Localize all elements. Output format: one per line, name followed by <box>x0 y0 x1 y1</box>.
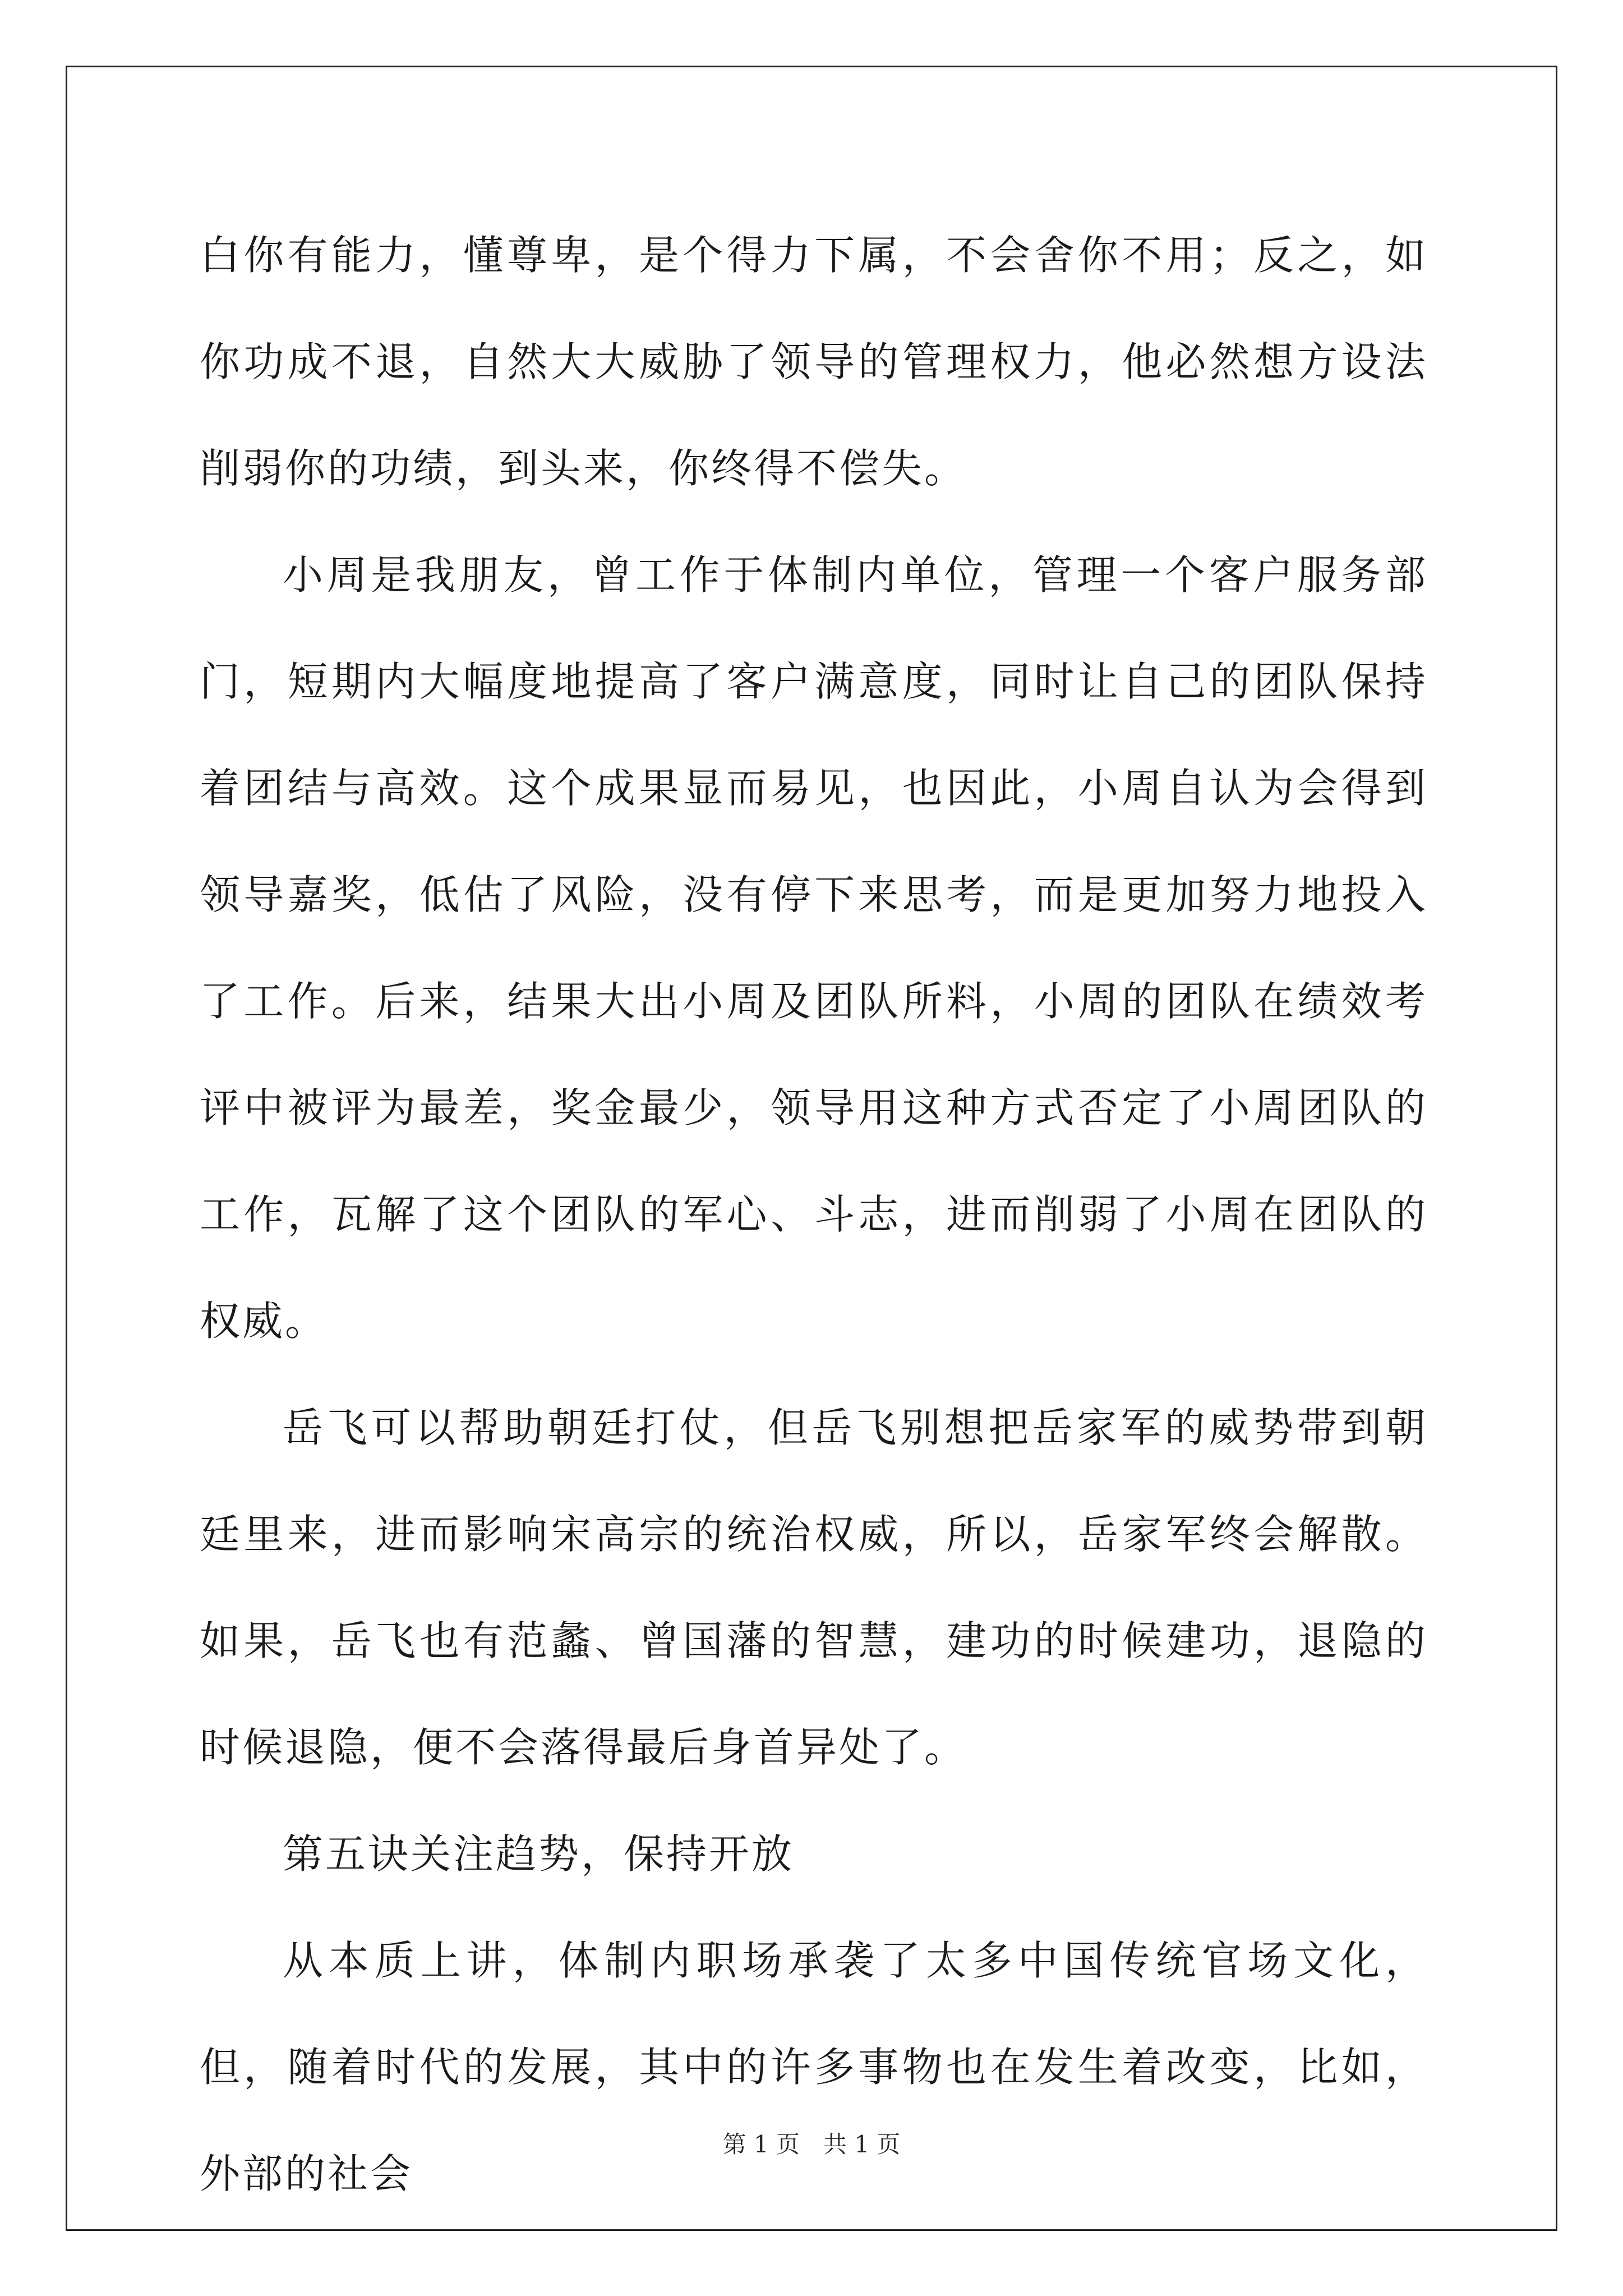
document-body <box>200 202 1428 2227</box>
paragraph-2: 小周是我朋友，曾工作于体制内单位，管理一个客户服务部门，短期内大幅度地提高了客户满意度，同时让自己的团队保持着团结与高效。这个成果显而易见，也因此，小周自认为会得到领导嘉奖，低估了风险，没有停下来思考，而是更加努力地投入了工作。后来，结果大出小周及团队所料，小周的团队在绩效考评中被评为最差，奖金最少，领导用这种方式否定了小周团队的工作，瓦解了这个团队的军心、斗志，进而削弱了小周在团队的权威。 <box>200 551 1428 1345</box>
paragraph-4: 从本质上讲，体制内职场承袭了太多中国传统官场文化，但，随着时代的发展，其中的许多事物也在发生着改变，比如，外部的社会 <box>200 1937 1428 2197</box>
paragraph-3: 岳飞可以帮助朝廷打仗，但岳飞别想把岳家军的威势带到朝廷里来，进而影响宋高宗的统治权威，所以，岳家军终会解散。如果，岳飞也有范蠡、曾国藩的智慧，建功的时候建功，退隐的时候退隐，便不会落得最后身首异处了。 <box>200 1404 1428 1771</box>
page-footer: 第 1 页 共 1 页 <box>722 2131 901 2158</box>
paragraph-1: 白你有能力，懂尊卑，是个得力下属，不会舍你不用；反之，如你功成不退，自然大大威胁了领导的管理权力，他必然想方设法削弱你的功绩，到头来，你终得不偿失。 <box>200 232 1428 492</box>
section-heading: 第五诀关注趋势，保持开放 <box>283 1830 795 1878</box>
